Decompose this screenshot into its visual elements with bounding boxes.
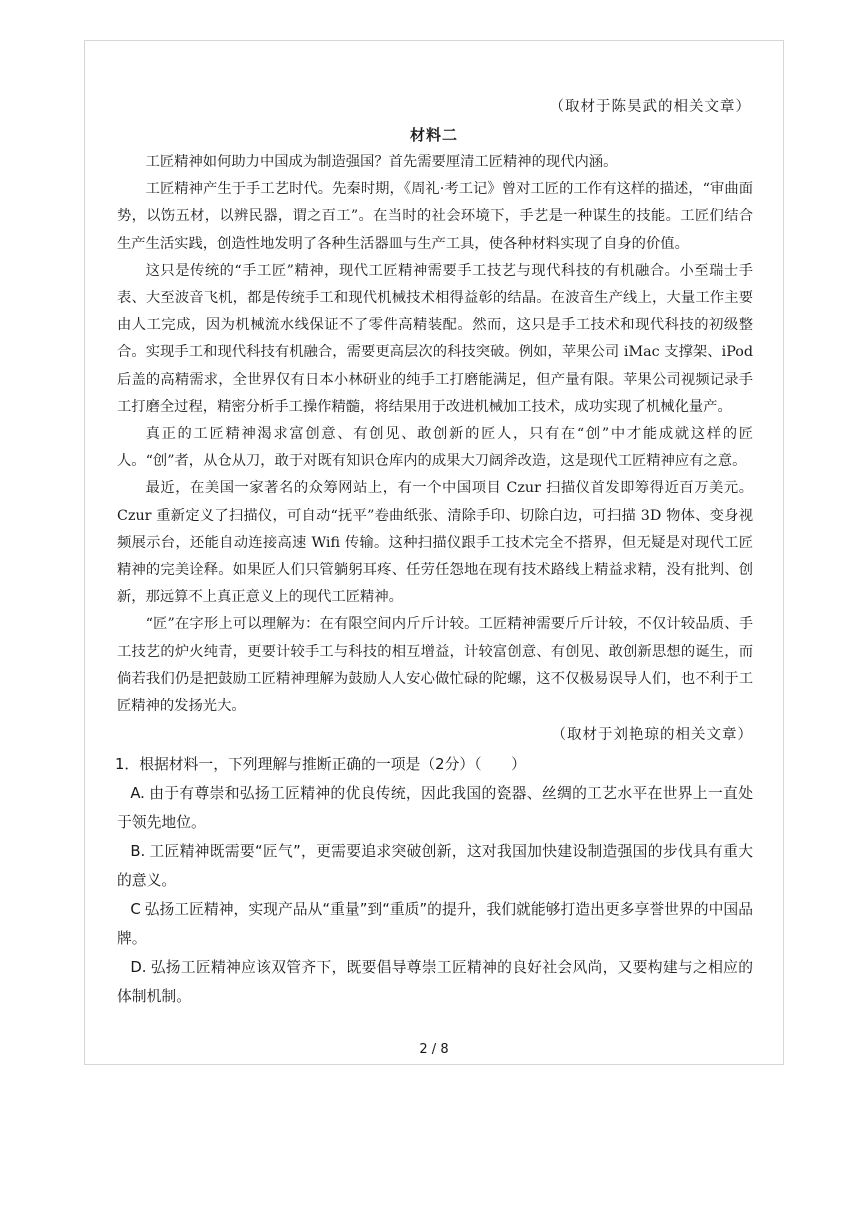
option-d: [117, 953, 753, 1011]
paragraph: 最近，在美国一家著名的众筹网站上，有一个中国项目 Czur 扫描仪首发即筹得近百万美元。Czur 重新定义了扫描仪，可自动“抚平”卷曲纸张、清除手印、切除白边，可扫描 3D 物体、变身视频展示台，还能自动连接高速 Wifi 传输。这种扫描仪跟手工技术完全不搭界，但无疑是对现代工匠精神的完美诠释。如果匠人们只管躺躬耳疼、任劳任怨地在现有技术路线上精益求精，没有批判、创新，那远算不上真正意义上的现代工匠精神。: [117, 480, 753, 606]
section-title: 材料二: [409, 126, 458, 144]
option-text: 由于有尊崇和弘扬工匠精神的优良传统，因此我国的瓷器、丝绸的工艺水平在世界上一直处于领先地位。: [117, 785, 753, 832]
option-letter: B.: [130, 843, 146, 861]
option-text: 工匠精神既需要“匠气”，更需要追求突破创新，这对我国加快建设制造强国的步伐具有重大的意义。: [117, 843, 753, 890]
paragraph: 真正的工匠精神渴求富创意、有创见、敢创新的匠人，只有在“创”中才能成就这样的匠人。“创”者，从仓从刀，敢于对既有知识仓库内的成果大刀阔斧改造，这是现代工匠精神应有之意。: [117, 426, 753, 470]
option-c: [117, 895, 753, 953]
paragraph: 工匠精神产生于手工艺时代。先秦时期，《周礼·考工记》曾对工匠的工作有这样的描述，“审曲面势，以饬五材，以辨民器，谓之百工”。在当时的社会环境下，手艺是一种谋生的技能。工匠们结合生产生活实践，创造性地发明了各种生活器皿与生产工具，使各种材料实现了自身的价值。: [117, 181, 753, 252]
option-text: 弘扬工匠精神，实现产品从“重量”到“重质”的提升，我们就能够打造出更多享誉世界的中国品牌。: [117, 901, 753, 948]
source-citation-1: （取材于陈昊武的相关文章）: [549, 99, 751, 115]
option-text: 弘扬工匠精神应该双管齐下，既要倡导尊崇工匠精神的良好社会风尚，又要构建与之相应的体制机制。: [117, 959, 753, 1006]
document-body: [117, 149, 753, 1011]
paragraph: 这只是传统的“手工匠”精神，现代工匠精神需要手工技艺与现代科技的有机融合。小至瑞士手表、大至波音飞机，都是传统手工和现代机械技术相得益彰的结晶。在波音生产线上，大量工作主要由人工完成，因为机械流水线保证不了零件高精装配。然而，这只是手工技术和现代科技的初级整合。实现手工和现代科技有机融合，需要更高层次的科技突破。例如，苹果公司 iMac 支撑架、iPod 后盖的高精需求，全世界仅有日本小林研业的纯手工打磨能满足，但产量有限。苹果公司视频记录手工打磨全过程，精密分析手工操作精髓，将结果用于改进机械加工技术，成功实现了机械化量产。: [117, 262, 753, 415]
document-page: [84, 40, 784, 1065]
question-stem: 1．根据材料一，下列理解与推断正确的一项是（2分）（ ）: [115, 756, 526, 774]
paragraph: “匠”在字形上可以理解为：在有限空间内斤斤计较。工匠精神需要斤斤计较，不仅计较品质、手工技艺的炉火纯青，更要计较手工与科技的相互增益，计较富创意、有创见、敢创新思想的诞生，而倘若我们仍是把鼓励工匠精神理解为鼓励人人安心做忙碌的陀螺，这不仅极易误导人们，也不利于工匠精神的发扬光大。: [117, 616, 753, 715]
option-letter: D.: [130, 959, 147, 977]
option-b: [117, 837, 753, 895]
paragraph: 工匠精神如何助力中国成为制造强国？首先需要厘清工匠精神的现代内涵。: [145, 154, 618, 170]
option-letter: A.: [130, 785, 145, 803]
page-number: 2 / 8: [419, 1042, 449, 1057]
option-a: [117, 779, 753, 837]
source-citation-2: （取材于刘艳琼的相关文章）: [551, 727, 753, 744]
option-letter: C: [130, 901, 141, 919]
